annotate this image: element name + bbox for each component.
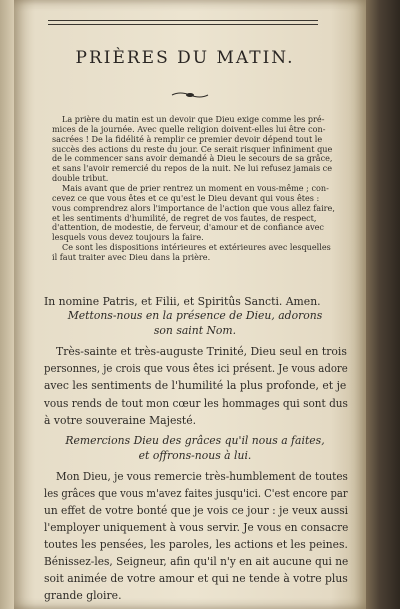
intro_lines-line: et sans l'avoir remercié du repos de la nuit. Ne lui refusez jamais ce [52, 163, 333, 174]
header-rule-top [48, 20, 318, 21]
prayer2-line: les grâces que vous m'avez faites jusqu'ici. C'est encore par [44, 487, 348, 500]
rubric1-line: Mettons-nous en la présence de Dieu, adorons [67, 309, 323, 322]
prayer1-line: Très-sainte et très-auguste Trinité, Dieu seul en trois [56, 345, 347, 358]
ornament-divider-icon [170, 90, 210, 100]
prayer1-line: vous rends de tout mon cœur les hommages qui sont dus [44, 396, 348, 410]
prayer2-line: Mon Dieu, je vous remercie très-humblement de toutes [56, 470, 348, 483]
page-title: PRIÈRES DU MATIN. [75, 48, 295, 68]
intro_lines-line: cevez ce que vous êtes et ce qu'est le Dieu devant qui vous êtes : [52, 192, 320, 203]
prayer1-line: personnes, je crois que vous êtes ici présent. Je vous adore [44, 362, 348, 376]
rubric1-line: son saint Nom. [153, 324, 237, 337]
prayer1-line: avec les sentiments de l'humilité la plus profonde, et je [44, 379, 347, 393]
intro_lines-line: et les sentiments d'humilité, de regret de vos fautes, de respect, [52, 212, 317, 223]
rubric2-line: et offrons-nous à lui. [138, 449, 252, 462]
prayer1-line: à votre souveraine Majesté. [44, 413, 197, 427]
rubric2-line: Remercions Dieu des grâces qu'il nous a faites, [65, 434, 325, 447]
intro_lines-line: La prière du matin est un devoir que Dieu exige comme les pré- [62, 114, 325, 124]
prayer2-line: grande gloire. [44, 589, 122, 602]
page-edge-left [0, 0, 14, 609]
intro_lines-line: Mais avant que de prier rentrez un moment en vous-même ; con- [62, 182, 329, 193]
header-rule-bottom [48, 24, 318, 25]
prayer2-line: l'employer uniquement à vous servir. Je vous en consacre [44, 521, 349, 534]
intro_lines-line: de le commencer sans avoir demandé à Dieu le secours de sa grâce, [52, 153, 333, 164]
intro_lines-line: il faut traiter avec Dieu dans la prière. [52, 251, 211, 262]
book-spine [366, 0, 400, 609]
intro_lines-line: sacrées ! De la fidélité à remplir ce premier devoir dépend tout le [52, 133, 323, 144]
prayer2-line: Bénissez-les, Seigneur, afin qu'il n'y en ait aucune qui ne [44, 555, 349, 568]
intro_lines-line: mices de la journée. Avec quelle religion doivent-elles lui être con- [52, 123, 326, 134]
intro_lines-line: d'attention, de modestie, de ferveur, d'amour et de confiance avec [52, 222, 324, 233]
prayer2-line: toutes les pensées, les paroles, les actions et les peines. [44, 538, 348, 551]
latin-invocation: In nomine Patris, et Filii, et Spiritûs Sancti. Amen. [44, 295, 321, 308]
intro_lines-line: succès des actions du reste du jour. Ce serait risquer infiniment que [52, 143, 333, 154]
intro_lines-line: lesquels vous devez toujours la faire. [52, 232, 204, 243]
intro_lines-line: double tribut. [52, 173, 109, 184]
prayer2-line: un effet de votre bonté que je vois ce jour : je veux aussi [44, 504, 349, 517]
intro_lines-line: vous comprendrez alors l'importance de l'action que vous allez faire, [52, 202, 335, 213]
intro_lines-line: Ce sont les dispositions intérieures et extérieures avec lesquelles [62, 242, 331, 253]
prayer2-line: soit animée de votre amour et qui ne tende à votre plus [44, 572, 348, 585]
